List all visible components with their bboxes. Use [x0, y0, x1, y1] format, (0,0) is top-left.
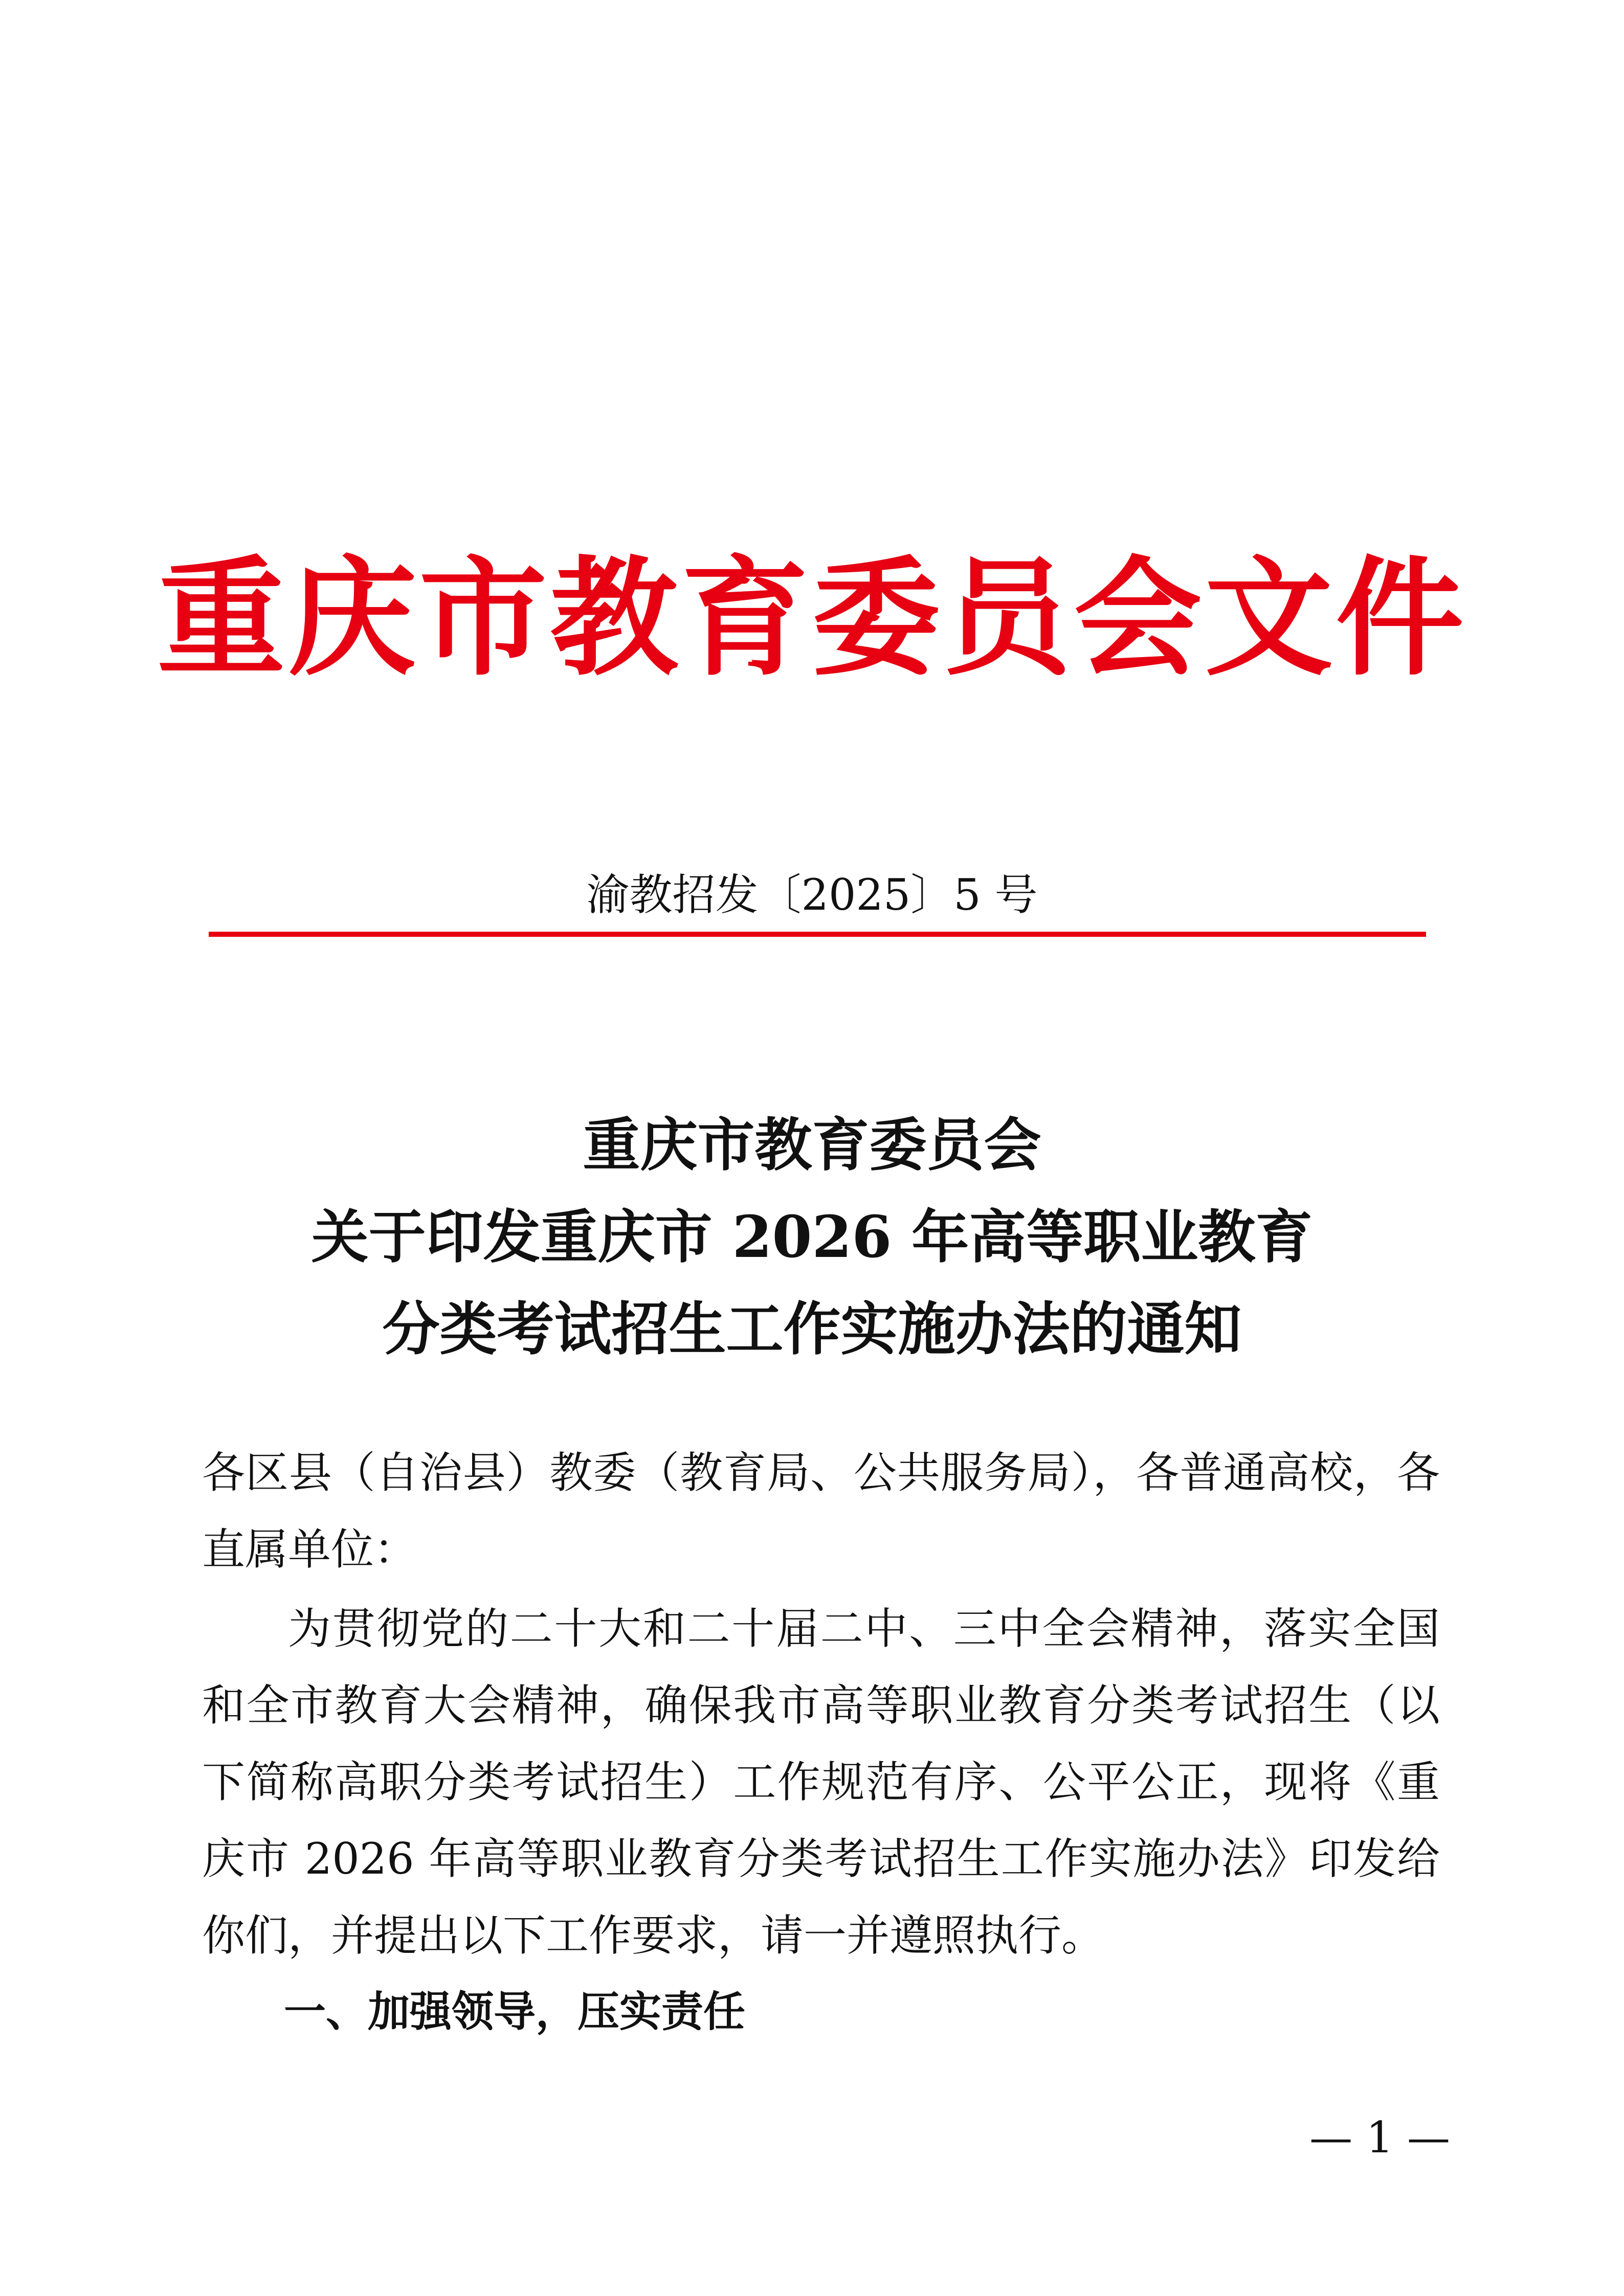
- red-divider-line: [209, 932, 1426, 937]
- section-heading: 一、加强领导，压实责任: [284, 1988, 746, 2036]
- document-title: [153, 1099, 1471, 1376]
- body-paragraph: 为贯彻党的二十大和二十届二中、三中全会精神，落实全国和全市教育大会精神，确保我市高等职业教育分类考试招生（以下简称高职分类考试招生）工作规范有序、公平公正，现将《重庆市 2026 年高等职业教育分类考试招生工作实施办法》印发给你们，并提出以下工作要求，请一并遵照执行。: [202, 1604, 1440, 1961]
- salutation: 各区县（自治县）教委（教育局、公共服务局），各普通高校，各直属单位：: [202, 1448, 1440, 1574]
- title-line-2: 关于印发重庆市 2026 年高等职业教育: [311, 1204, 1313, 1271]
- document-number: 渝教招发〔2025〕5 号: [586, 870, 1038, 920]
- page-number: — 1 —: [1309, 2112, 1450, 2163]
- letterhead-title: 重庆市教育委员会文件: [157, 544, 1467, 693]
- title-line-3: 分类考试招生工作实施办法的通知: [382, 1296, 1242, 1363]
- title-line-1: 重庆市教育委员会: [583, 1112, 1041, 1179]
